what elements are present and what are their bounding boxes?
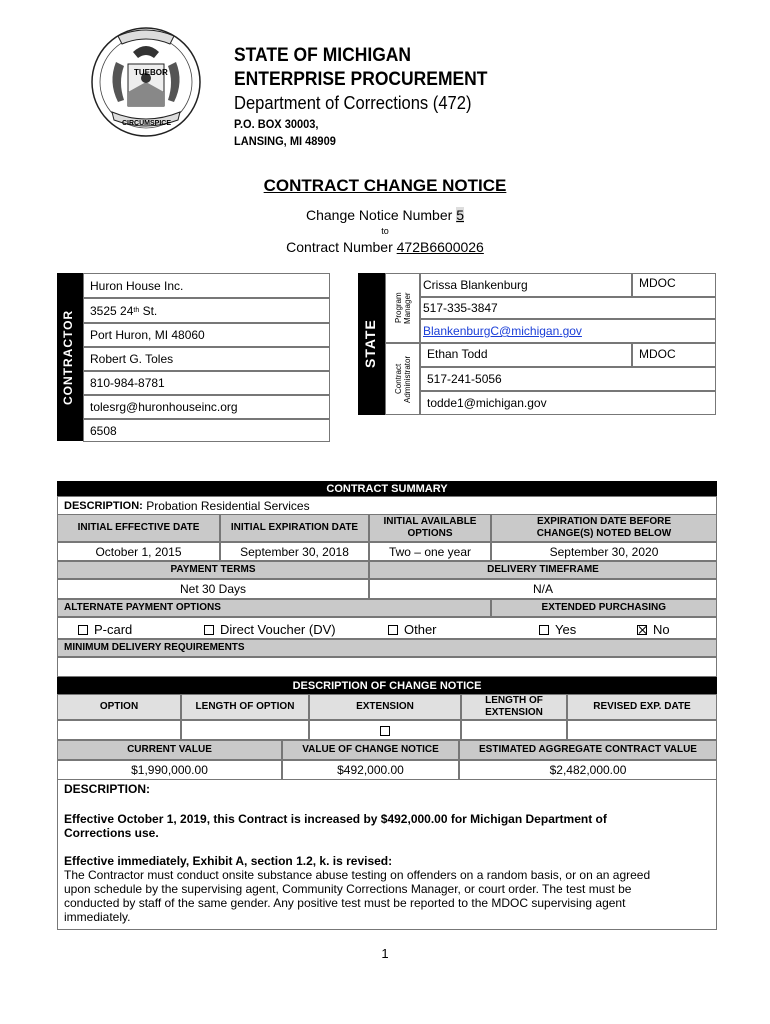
svg-text:TUEBOR: TUEBOR xyxy=(134,68,168,77)
state-label: STATE xyxy=(362,319,378,369)
pcard-checkbox-icon xyxy=(78,625,88,635)
contract-summary-header: CONTRACT SUMMARY xyxy=(57,481,717,496)
initial-options: Two – one year xyxy=(369,542,491,561)
change-description-p2-head: Effective immediately, Exhibit A, section 1.2, k. is revised: xyxy=(64,854,393,868)
contractor-address xyxy=(83,298,330,323)
current-value: $1,990,000.00 xyxy=(57,760,282,780)
h-option: OPTION xyxy=(57,694,181,720)
initial-expiration-date: September 30, 2018 xyxy=(220,542,369,561)
h-value-of-change: VALUE OF CHANGE NOTICE xyxy=(282,740,459,760)
h-length-ext-line1: LENGTH OF xyxy=(485,695,543,706)
option-no[interactable] xyxy=(637,622,670,637)
h-revised-exp-date: REVISED EXP. DATE xyxy=(567,694,717,720)
summary-description xyxy=(57,496,717,514)
h-length-of-extension xyxy=(461,694,567,720)
change-notice-label: Change Notice Number xyxy=(306,207,453,223)
option-value xyxy=(57,720,181,740)
contractor-email: tolesrg@huronhouseinc.org xyxy=(83,395,330,419)
h-length-ext-line2: EXTENSION xyxy=(485,707,543,718)
aggregate-value: $2,482,000.00 xyxy=(459,760,717,780)
other-checkbox-icon xyxy=(388,625,398,635)
h-delivery-timeframe: DELIVERY TIMEFRAME xyxy=(369,561,717,579)
h-extended-purchasing: EXTENDED PURCHASING xyxy=(491,599,717,617)
no-label: No xyxy=(653,622,670,637)
ca-agency: MDOC xyxy=(632,343,716,367)
ca-name: Ethan Todd xyxy=(420,343,632,367)
h-minimum-delivery: MINIMUM DELIVERY REQUIREMENTS xyxy=(57,639,717,657)
h-current-value: CURRENT VALUE xyxy=(57,740,282,760)
change-notice-line xyxy=(0,207,770,223)
to-text: to xyxy=(381,226,389,236)
h-payment-terms: PAYMENT TERMS xyxy=(57,561,369,579)
contractor-phone: 810-984-8781 xyxy=(83,371,330,395)
ca-label: Contract Administrator xyxy=(394,355,412,403)
contractor-city: Port Huron, MI 48060 xyxy=(83,323,330,347)
change-notice-number: 5 xyxy=(456,207,464,223)
option-yes[interactable] xyxy=(539,622,576,637)
option-other[interactable] xyxy=(388,622,437,637)
change-notice-header: DESCRIPTION OF CHANGE NOTICE xyxy=(57,677,717,694)
address-street-type: St. xyxy=(139,303,158,318)
pm-agency: MDOC xyxy=(632,273,716,297)
change-description-p2-body: The Contractor must conduct onsite substance abuse testing on offenders on a random basis, or on an agreed upon schedule by the supervising agent, Community Corrections Manager, or court order. The test must be conducted by staff of the same gender. Any positive test must be reported to the MDOC supervising agent immediately. xyxy=(64,868,651,924)
contractor-name: Huron House Inc. xyxy=(83,273,330,298)
yes-label: Yes xyxy=(555,622,577,637)
alt-payment-options xyxy=(57,617,491,639)
yes-checkbox-icon xyxy=(539,625,549,635)
svg-text:CIRCUMSPICE: CIRCUMSPICE xyxy=(122,120,172,127)
value-of-change: $492,000.00 xyxy=(282,760,459,780)
minimum-delivery-value xyxy=(57,657,717,677)
change-description-label: DESCRIPTION: xyxy=(64,782,151,796)
contractor-contact: Robert G. Toles xyxy=(83,347,330,371)
other-label: Other xyxy=(404,622,437,637)
ca-phone: 517-241-5056 xyxy=(420,367,716,391)
length-of-option-value xyxy=(181,720,309,740)
length-of-extension-value xyxy=(461,720,567,740)
pm-label: Program Manager xyxy=(394,292,412,324)
extended-purchasing-options xyxy=(491,617,717,639)
payment-terms: Net 30 Days xyxy=(57,579,369,599)
h-length-of-option: LENGTH OF OPTION xyxy=(181,694,309,720)
po-box: P.O. BOX 30003, xyxy=(234,117,319,131)
option-direct-voucher[interactable] xyxy=(204,622,336,637)
pm-email-link[interactable]: BlankenburgC@michigan.gov xyxy=(423,324,582,338)
h-exp-before-line2: CHANGE(S) NOTED BELOW xyxy=(536,528,672,539)
h-initial-options-line1: INITIAL AVAILABLE xyxy=(383,516,477,527)
h-initial-options-line2: OPTIONS xyxy=(407,528,453,539)
header-line2: ENTERPRISE PROCUREMENT xyxy=(234,69,488,90)
contract-number-line xyxy=(0,239,770,255)
contract-number-label: Contract Number xyxy=(286,239,393,255)
direct-voucher-label: Direct Voucher (DV) xyxy=(220,622,336,637)
h-initial-expiration-date: INITIAL EXPIRATION DATE xyxy=(220,514,369,542)
pm-phone: 517-335-3847 xyxy=(420,297,716,319)
option-pcard[interactable] xyxy=(78,622,132,637)
delivery-timeframe: N/A xyxy=(369,579,717,599)
pcard-label: P-card xyxy=(94,622,133,637)
city-state: LANSING, MI 48909 xyxy=(234,134,336,148)
h-exp-before-line1: EXPIRATION DATE BEFORE xyxy=(536,516,672,527)
change-description-p1: Effective October 1, 2019, this Contract is increased by $492,000.00 for Michigan Department of Corrections use. xyxy=(64,812,607,840)
summary-description-value: Probation Residential Services xyxy=(146,498,310,513)
contractor-vendor-number: 6508 xyxy=(83,419,330,442)
ca-email: todde1@michigan.gov xyxy=(420,391,716,415)
notice-title: CONTRACT CHANGE NOTICE xyxy=(263,176,507,195)
pm-email-cell xyxy=(420,319,716,343)
extension-value xyxy=(309,720,461,740)
header-line1: STATE OF MICHIGAN xyxy=(234,45,412,66)
h-initial-options xyxy=(369,514,491,542)
revised-exp-date-value xyxy=(567,720,717,740)
change-description-box xyxy=(57,780,717,930)
pm-name: Crissa Blankenburg xyxy=(420,273,632,297)
initial-effective-date: October 1, 2015 xyxy=(57,542,220,561)
contractor-label: CONTRACTOR xyxy=(61,309,75,405)
department-name: Department of Corrections (472) xyxy=(234,93,472,113)
address-street: 3525 24 xyxy=(90,303,134,318)
state-seal-logo xyxy=(88,22,204,140)
page-number: 1 xyxy=(381,946,389,961)
extension-checkbox-icon[interactable] xyxy=(380,726,390,736)
h-expiration-before-change xyxy=(491,514,717,542)
expiration-before-change: September 30, 2020 xyxy=(491,542,717,561)
address-suffix: th xyxy=(133,307,140,314)
contract-number: 472B6600026 xyxy=(396,239,484,255)
no-checked-checkbox-icon xyxy=(637,625,647,635)
direct-voucher-checkbox-icon xyxy=(204,625,214,635)
h-aggregate-value: ESTIMATED AGGREGATE CONTRACT VALUE xyxy=(459,740,717,760)
h-extension: EXTENSION xyxy=(309,694,461,720)
h-initial-effective-date: INITIAL EFFECTIVE DATE xyxy=(57,514,220,542)
summary-description-label: DESCRIPTION: xyxy=(64,499,143,512)
h-alternate-payment: ALTERNATE PAYMENT OPTIONS xyxy=(57,599,491,617)
